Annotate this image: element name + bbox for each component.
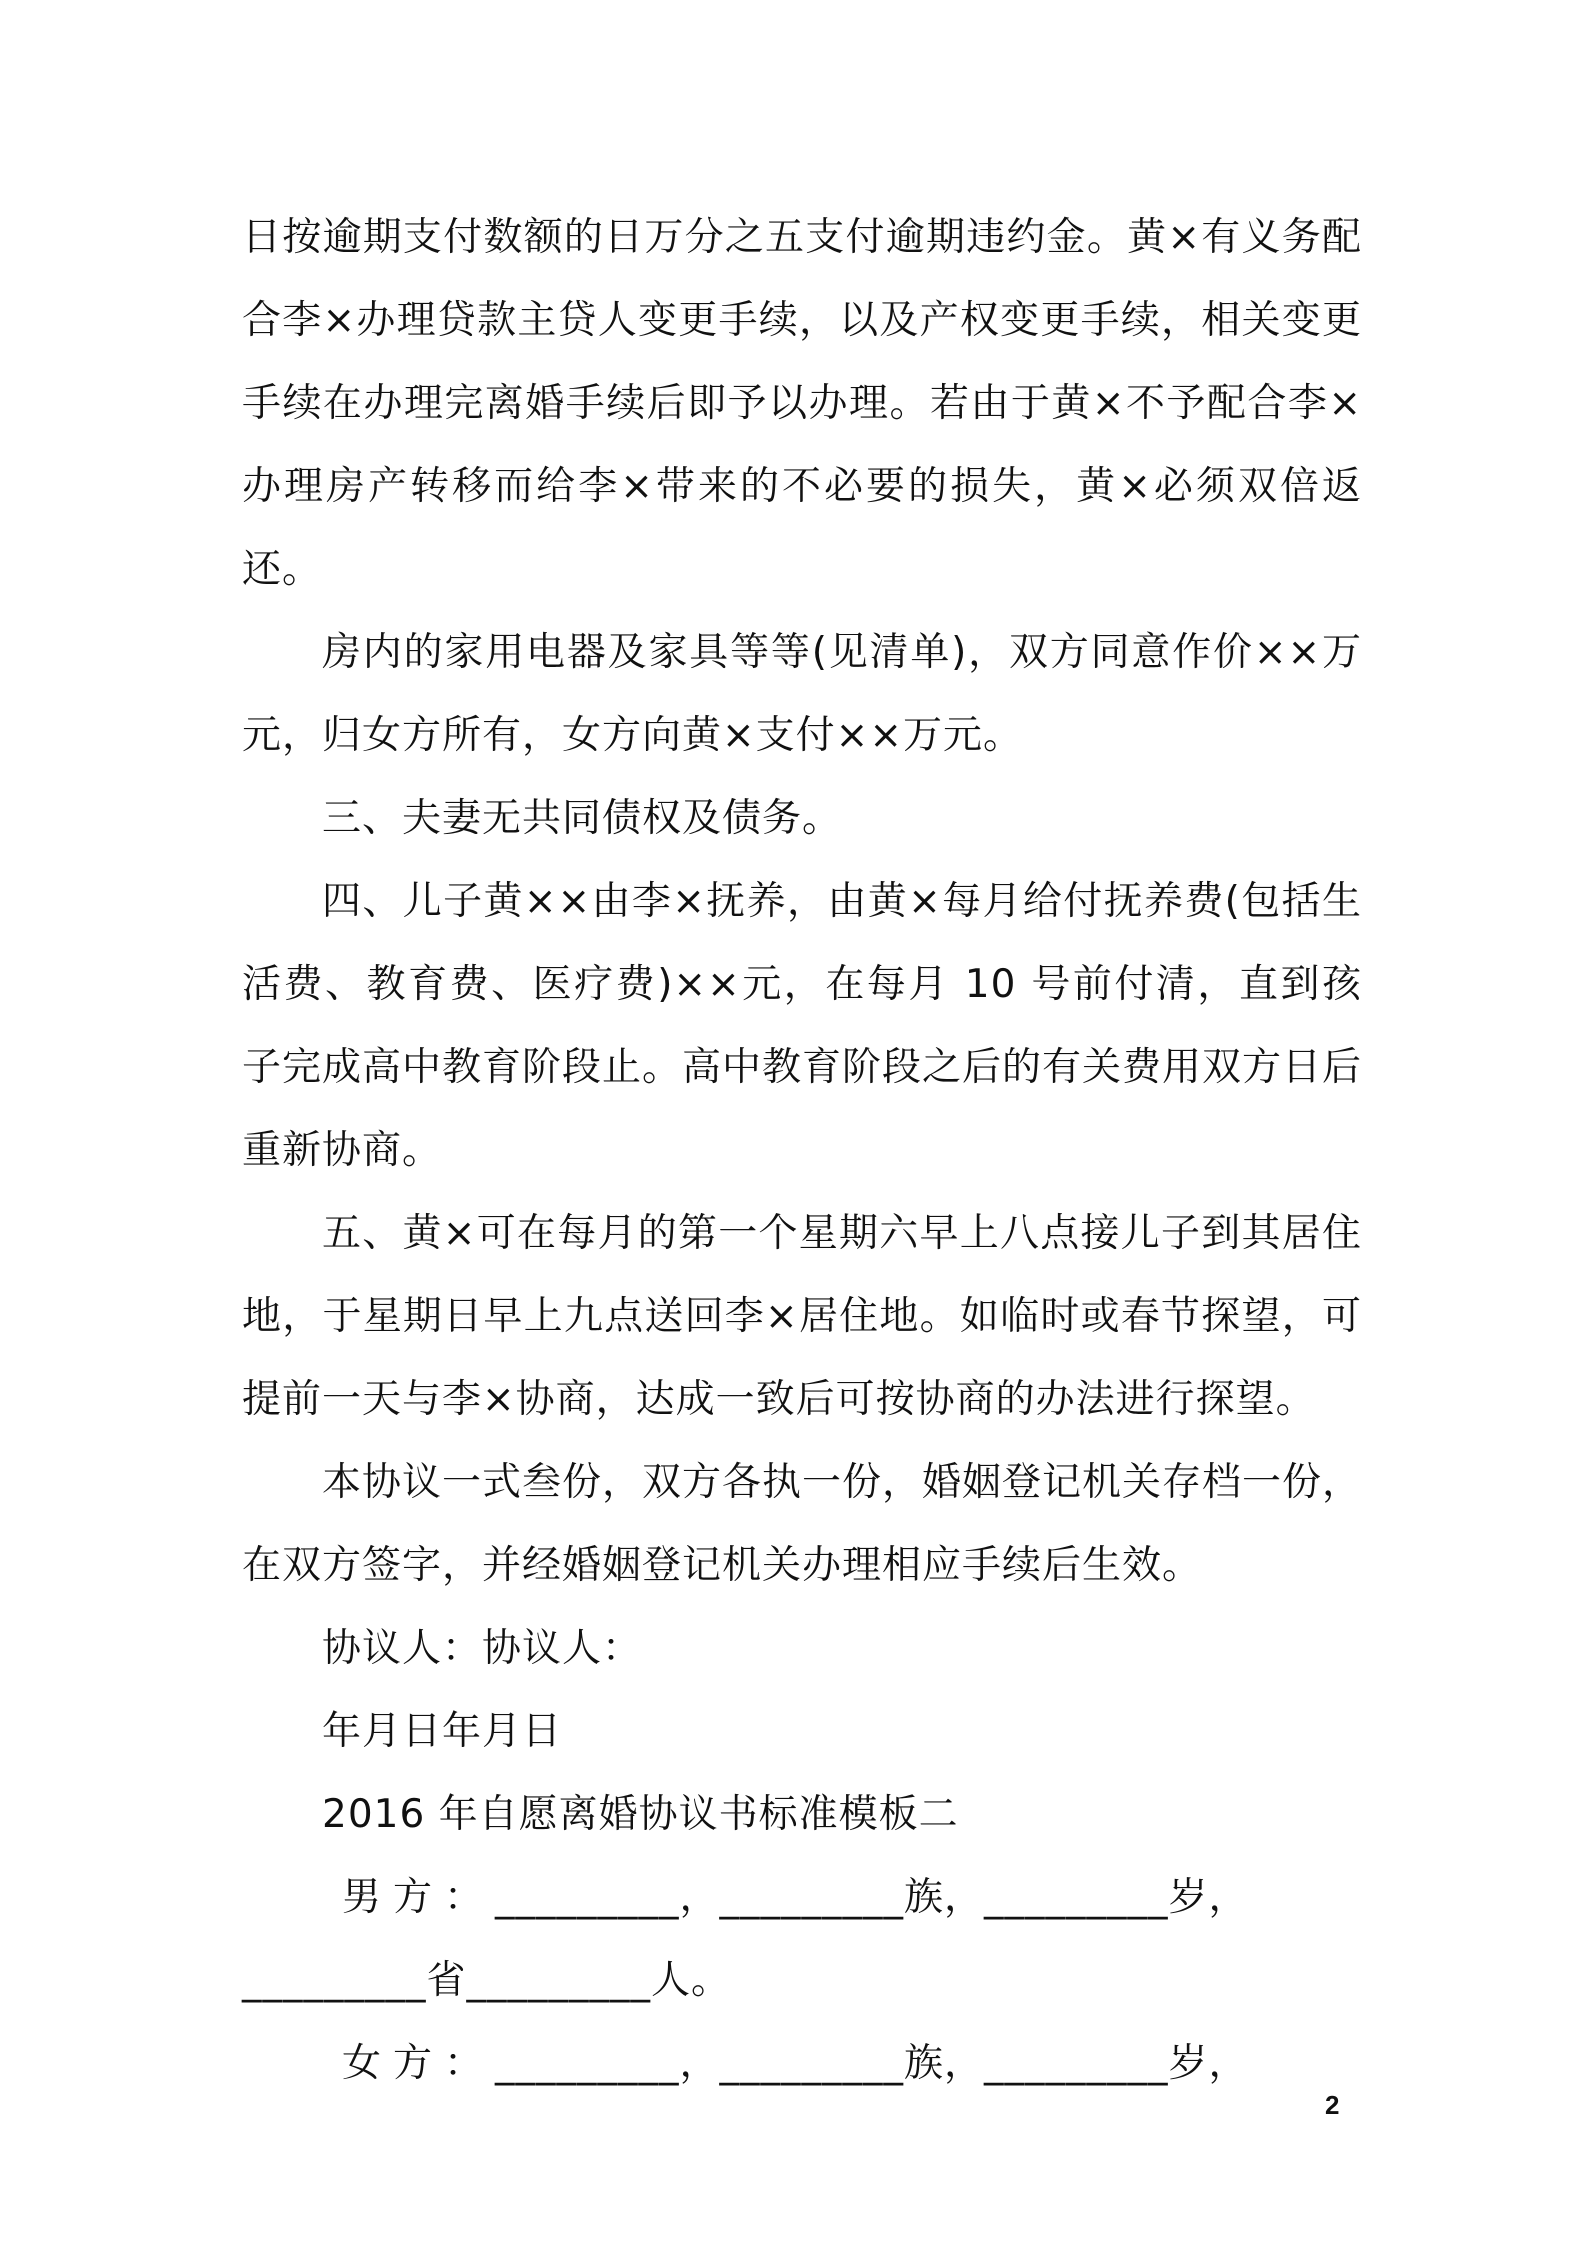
- paragraph-clause-4: 四、儿子黄××由李×抚养，由黄×每月给付抚养费(包括生活费、教育费、医疗费)××元，在每月 10 号前付清，直到孩子完成高中教育阶段止。高中教育阶段之后的有关费用双方日后重新协商。: [242, 879, 1363, 1173]
- template-two-title: 2016 年自愿离婚协议书标准模板二: [322, 1792, 959, 1837]
- female-label: 女方：: [342, 2041, 496, 2086]
- male-form-line-1: [242, 1856, 1362, 1939]
- paragraph-clause-3: 三、夫妻无共同债权及债务。: [322, 796, 843, 841]
- paragraph-continued: 日按逾期支付数额的日万分之五支付逾期违约金。黄×有义务配合李×办理贷款主贷人变更手续，以及产权变更手续，相关变更手续在办理完离婚手续后即予以办理。若由于黄×不予配合李×办理房产转移而给李×带来的不必要的损失，黄×必须双倍返还。: [242, 215, 1362, 592]
- female-fields: _________，_________族，_________岁，: [495, 2041, 1249, 2086]
- paragraph-appliances: 房内的家用电器及家具等等(见清单)，双方同意作价××万元，归女方所有，女方向黄×支付××万元。: [242, 630, 1362, 758]
- paragraph-copies: 本协议一式叁份，双方各执一份，婚姻登记机关存档一份，在双方签字，并经婚姻登记机关办理相应手续后生效。: [242, 1460, 1363, 1588]
- page-number: 2: [1325, 2090, 1340, 2120]
- date-line: 年月日年月日: [322, 1709, 563, 1754]
- document-body: [242, 196, 1362, 2105]
- paragraph-clause-5: 五、黄×可在每月的第一个星期六早上八点接儿子到其居住地，于星期日早上九点送回李×居住地。如临时或春节探望，可提前一天与李×协商，达成一致后可按协商的办法进行探望。: [242, 1211, 1362, 1422]
- male-form-line-2: _________省_________人。: [242, 1958, 732, 2003]
- female-form-line-1: [242, 2022, 1362, 2105]
- male-fields: _________，_________族，_________岁，: [495, 1875, 1249, 1920]
- male-label: 男方：: [342, 1875, 496, 1920]
- signatories-line: 协议人：协议人：: [322, 1626, 643, 1671]
